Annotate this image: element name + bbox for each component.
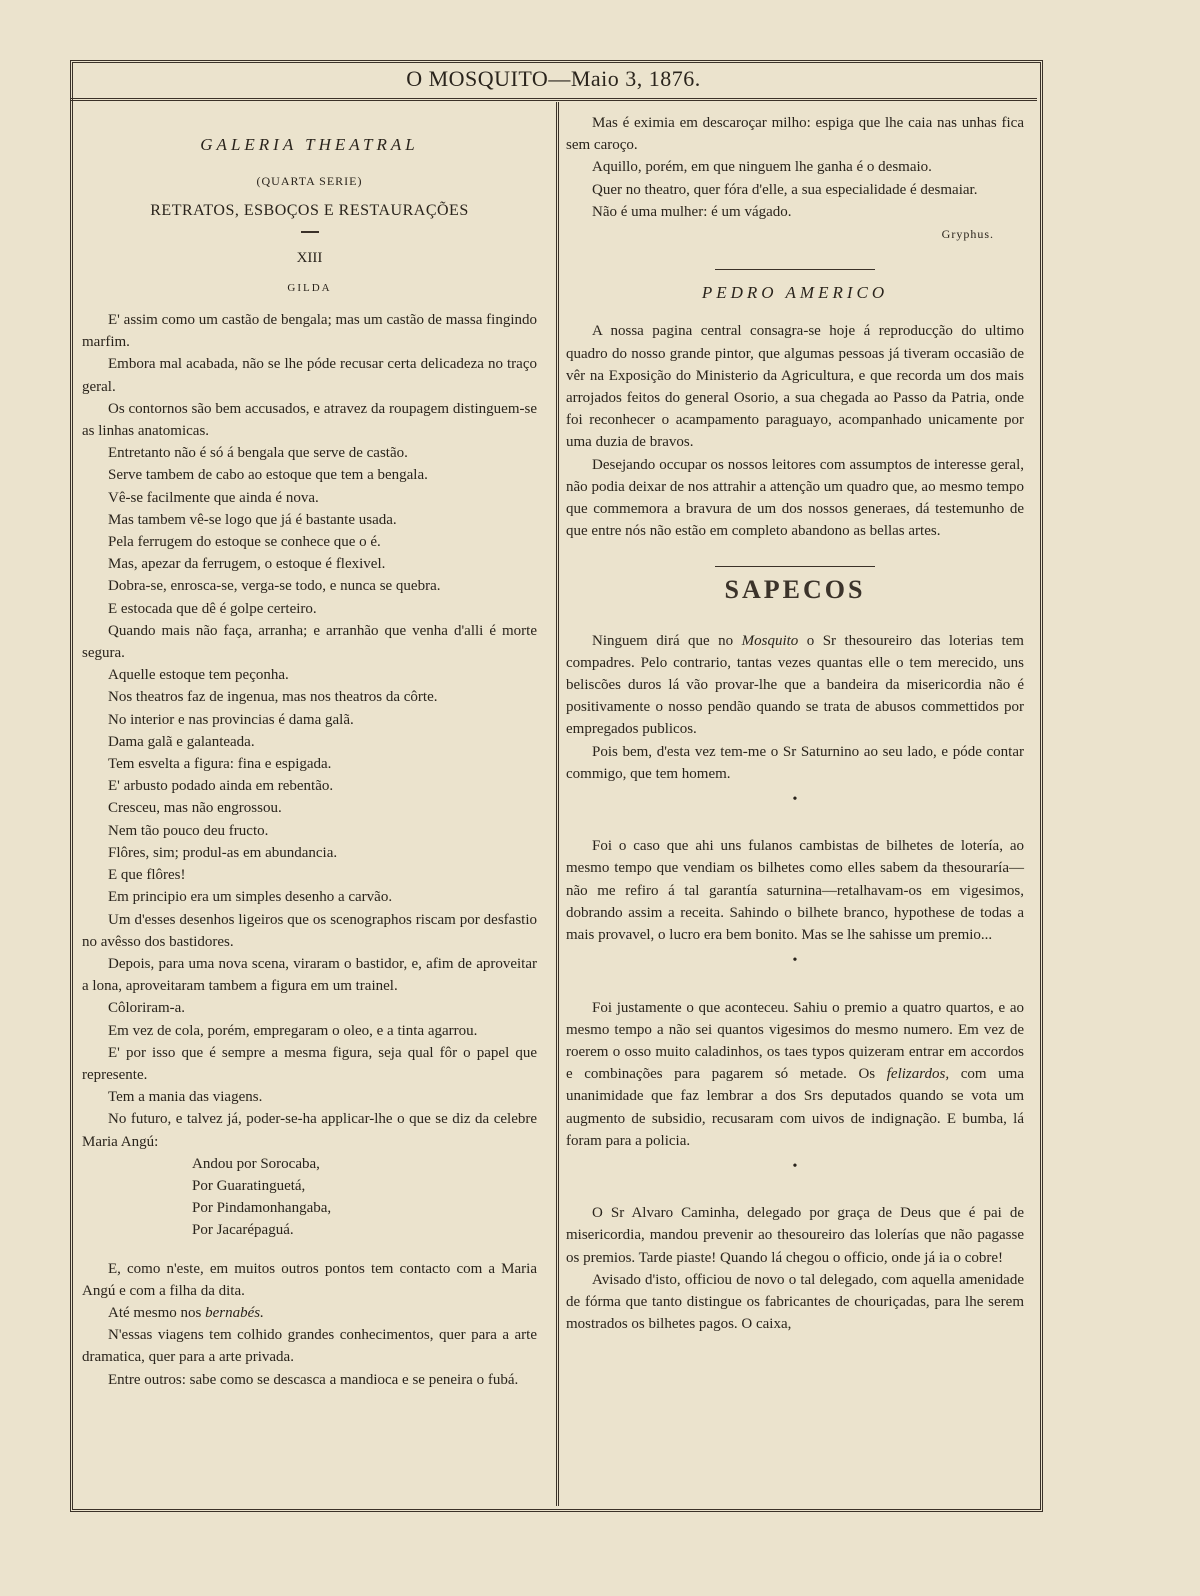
paragraph: E estocada que dê é golpe certeiro. [108,600,317,617]
paragraph: Pois bem, d'esta vez tem-me o Sr Saturnino ao seu lado, e póde contar commigo, que tem homem. [566,743,1024,782]
paragraph: Os contornos são bem accusados, e atravez da roupagem distinguem-se as linhas anatomicas. [82,400,537,440]
paragraph: Tem esvelta a figura: fina e espigada. [108,756,332,773]
left-column [82,112,537,1391]
heading-dash [301,231,319,233]
paragraph: Depois, para uma nova scena, viraram o bastidor, e, afim de aproveitar a lona, aproveitaram tambem a figura em um trainel. [82,955,537,995]
paragraph: Avisado d'isto, officiou de novo o tal delegado, com aquella amenidade de fórma que tanto distingue os fabricantes de chouriçadas, para lhe serem mostrados os bilhetes pagos. O caixa, [566,1271,1024,1333]
separator-dot: • [792,953,798,969]
paragraph: Dama galã e galanteada. [108,733,255,750]
paragraph: E que flôres! [108,867,186,884]
paragraph: Não é uma mulher: é um vágado. [592,203,792,220]
text-run: Até mesmo nos [108,1304,206,1321]
paragraph: Côloriram-a. [108,1000,186,1017]
paragraph: E' assim como um castão de bengala; mas um castão de massa fingindo marfim. [82,312,537,351]
paragraph: E' arbusto podado ainda em rebentão. [108,778,334,795]
paragraph [566,997,1024,1152]
right-body-a [566,112,1024,223]
paragraph: Quando mais não faça, arranha; e arranhão que venha d'alli é morte segura. [82,622,537,662]
column-divider [556,102,559,1506]
portrait-name: GILDA [287,281,332,294]
paragraph: Vê-se facilmente que ainda é nova. [108,489,319,506]
left-body-a [82,309,537,1153]
verse-line: Por Jacarépaguá. [192,1222,294,1239]
paragraph: Pela ferrugem do estoque se conhece que o é. [108,534,381,551]
paragraph: Mas tambem vê-se logo que já é bastante usada. [108,511,397,528]
right-body-b [566,320,1024,542]
chapter-numeral: XIII [296,249,323,266]
paragraph: Embora mal acabada, não se lhe póde recusar certa delicadeza no traço geral. [82,356,537,395]
divider-rule [715,269,875,270]
signature: Gryphus. [941,227,994,242]
paragraph: Aquelle estoque tem peçonha. [108,667,289,684]
section-heading: RETRATOS, ESBOÇOS E RESTAURAÇÕES [150,202,469,220]
left-body-c [82,1324,537,1391]
paragraph: Mas é eximia em descaroçar milho: espiga que lhe caia nas unhas fica sem caroço. [566,115,1024,154]
paragraph: No futuro, e talvez já, poder-se-ha applicar-lhe o que se diz da celebre Maria Angú: [82,1111,537,1150]
paragraph: No interior e nas provincias é dama galã. [108,711,354,728]
italic-run: felizardos, [886,1066,950,1083]
separator-dot: • [792,792,798,808]
paragraph: E, como n'este, em muitos outros pontos tem contacto com a Maria Angú e com a filha da dita. [82,1260,537,1299]
paragraph: Cresceu, mas não engrossou. [108,800,282,817]
paragraph: E' por isso que é sempre a mesma figura, seja qual fôr o papel que represente. [82,1044,537,1083]
paragraph: Nos theatros faz de ingenua, mas nos theatros da côrte. [108,689,438,706]
section-title-pedro-americo: PEDRO AMERICO [701,283,889,303]
paragraph: Em principio era um simples desenho a carvão. [108,889,393,906]
right-column [566,112,1024,1335]
paragraph: Serve tambem de cabo ao estoque que tem a bengala. [108,467,428,484]
verse-line: Por Pindamonhangaba, [192,1200,332,1217]
verse-line: Por Guaratinguetá, [192,1177,306,1194]
text-run: Ninguem dirá que no [592,632,742,649]
masthead: O MOSQUITO—Maio 3, 1876. [70,60,1037,101]
paragraph: A nossa pagina central consagra-se hoje á reproducção do ultimo quadro do nosso grande pintor, que algumas pessoas já tiveram occasião de vêr na Exposição do Ministerio da Agricultura, e que recorda um dos mais arrojados feitos do general Osorio, a sua chegada ao Passo da Patria, onde foi reconhecer o acampamento paraguayo, acompanhado unicamente por uma duzia de bravos. [566,323,1024,451]
separator-dot: • [792,1158,798,1174]
verse-line: Andou por Sorocaba, [192,1155,320,1172]
text-run: Foi justamente o que aconteceu. Sahiu o premio a quatro quartos, e ao mesmo tempo a não sei quantos vigesimos do mesmo numero. Em vez de roerem o osso muito caladinhos, os taes typos quizeram entrar em accordos e combinações para pagarem só metade. Os [566,999,1024,1083]
paragraph: Foi o caso que ahi uns fulanos cambistas de bilhetes de lotería, ao mesmo tempo que vendiam os bilhetes como elles sabem da thesouraría—não me refiro á tal garantía saturnina—retalhavam-os em vigesimos, dobrando assim a receita. Sahindo o bilhete branco, hypothese de todas a mais provavel, o lucro era bem bonito. Mas se lhe sahisse um premio... [566,838,1024,944]
paragraph: Em vez de cola, porém, empregaram o oleo, e a tinta agarrou. [108,1022,478,1039]
paragraph: Entre outros: sabe como se descasca a mandioca e se peneira o fubá. [108,1371,519,1388]
paragraph [82,1302,537,1324]
paragraph: Um d'esses desenhos ligeiros que os scenographos riscam por desfastio no avêsso dos bastidores. [82,911,537,950]
right-body-f [566,1202,1024,1335]
paragraph: Tem a mania das viagens. [108,1089,263,1106]
paragraph: N'essas viagens tem colhido grandes conhecimentos, quer para a arte dramatica, quer para a arte privada. [82,1327,537,1366]
section-title-galeria: GALERIA THEATRAL [200,135,419,154]
text-run: com uma unanimidade que faz lembrar a dos Srs deputados quando se vota um augmento de subsidio, recusaram com uivos de indignação. E bumba, lá foram para a policia. [566,1066,1024,1149]
section-title-sapecos: SAPECOS [724,575,866,605]
paragraph: Quer no theatro, quer fóra d'elle, a sua especialidade é desmaiar. [592,181,978,198]
verse-block [82,1153,537,1242]
paragraph: Nem tão pouco deu fructo. [108,822,269,839]
text-run: o Sr thesoureiro das loterias tem compadres. Pelo contrario, tantas vezes quantas elle o tem merecido, uns beliscões duros lá vão provar-lhe que a bandeira da misericordia não é positivamente o nosso pendão quando se trata de abusos commettidos por empregados publicos. [566,632,1024,738]
paragraph: O Sr Alvaro Caminha, delegado por graça de Deus que é pai de misericordia, mandou prevenir ao thesoureiro das lolerías que não pagasse os premios. Tarde piaste! Quando lá chegou o officio, onde já ia o cobre! [566,1205,1024,1266]
paragraph: Mas, apezar da ferrugem, o estoque é flexivel. [108,556,386,573]
paragraph: Aquillo, porém, em que ninguem lhe ganha é o desmaio. [592,159,932,176]
series-label: (QUARTA SERIE) [256,174,363,189]
divider-rule [715,566,875,567]
paragraph: Desejando occupar os nossos leitores com assumptos de interesse geral, não podia deixar de nos attrahir a attenção um quadro que, ao mesmo tempo que commemora a bravura de um dos nossos generaes, dá testemunho de que entre nós não estão em completo abandono as bellas artes. [566,456,1024,540]
paragraph: Flôres, sim; produl-as em abundancia. [108,844,338,861]
paragraph [566,630,1024,741]
paragraph: Dobra-se, enrosca-se, verga-se todo, e nunca se quebra. [108,578,441,595]
paragraph: Entretanto não é só á bengala que serve de castão. [108,445,408,462]
italic-run: Mosquito [741,632,799,649]
italic-run: bernabés. [205,1304,264,1321]
